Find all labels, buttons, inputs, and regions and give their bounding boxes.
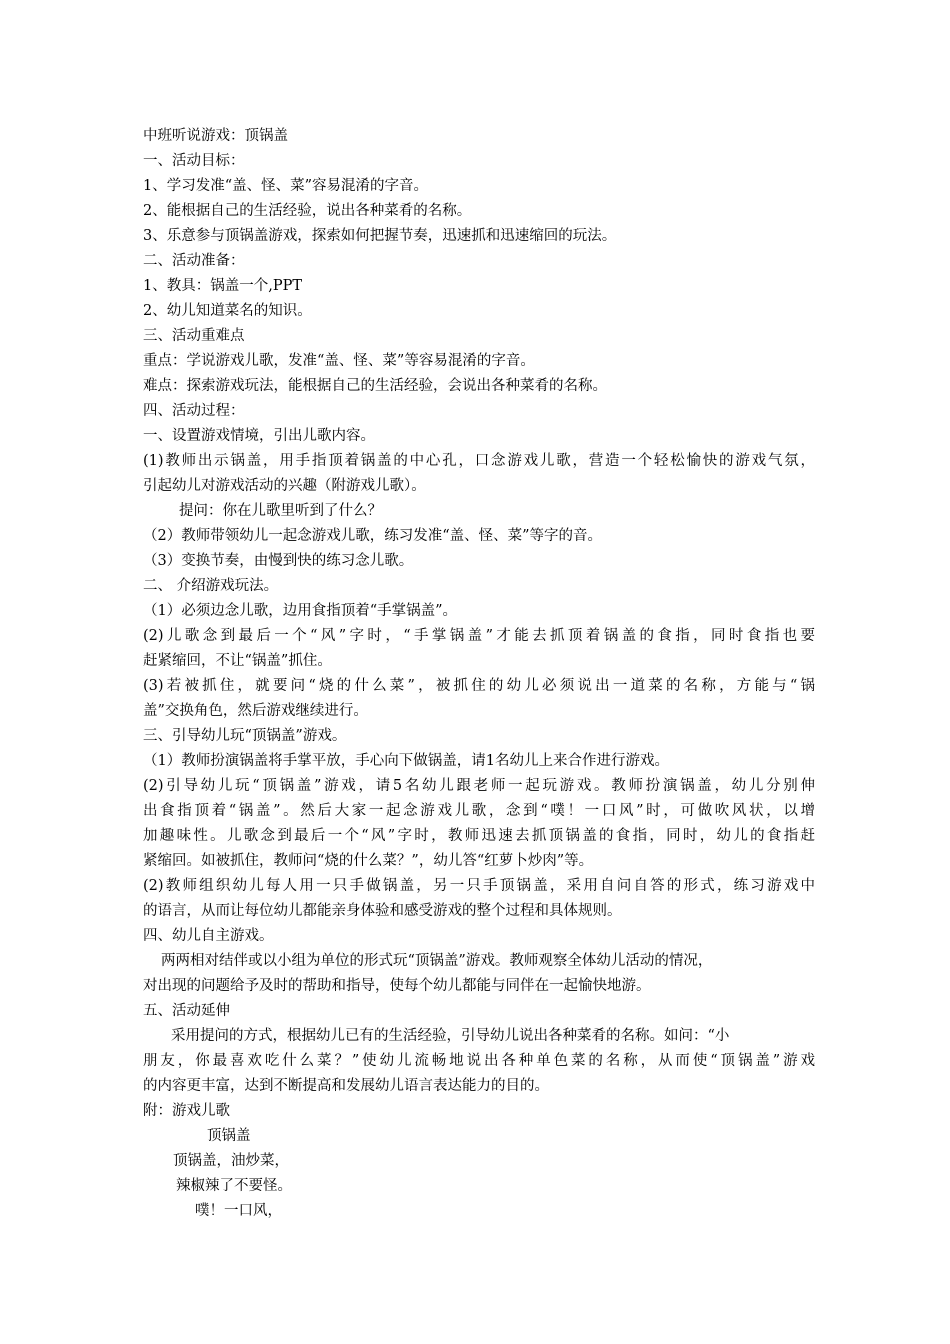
step-heading: 三、引导幼儿玩“顶锅盖”游戏。	[143, 728, 347, 744]
paragraph-line: 两两相对结伴或以小组为单位的形式玩“顶锅盖”游戏。教师观察全体幼儿活动的情况，	[161, 953, 713, 969]
paragraph-line: 的语言，从而让每位幼儿都能亲身体验和感受游戏的整个过程和具体规则。	[143, 903, 622, 919]
paragraph-line: 出食指顶着“锅盖”。然后大家一起念游戏儿歌，念到“噗！一口风”时，可做吹风状，以增	[143, 803, 815, 819]
paragraph-line: （1）必须边念儿歌，边用食指顶着“手掌锅盖”。	[143, 603, 458, 619]
goal-item: 3、乐意参与顶锅盖游戏，探索如何把握节奏，迅速抓和迅速缩回的玩法。	[143, 228, 617, 244]
paragraph-line: (1)教师出示锅盖，用手指顶着锅盖的中心孔，口念游戏儿歌，营造一个轻松愉快的游戏气氛，	[143, 453, 815, 469]
paragraph-line: （3）变换节奏，由慢到快的练习念儿歌。	[143, 553, 414, 569]
document-page	[143, 124, 815, 1224]
paragraph-line: 紧缩回。如被抓住，教师问“烧的什么菜？”，幼儿答“红萝卜炒肉”等。	[143, 853, 594, 869]
hard-point: 难点：探索游戏玩法，能根据自己的生活经验，会说出各种菜肴的名称。	[143, 378, 607, 394]
poem-line: 噗！一口风，	[195, 1203, 282, 1219]
paragraph-line: 对出现的问题给予及时的帮助和指导，使每个幼儿都能与同伴在一起愉快地游。	[143, 978, 651, 994]
paragraph-line: 赶紧缩回，不让“锅盖”抓住。	[143, 653, 332, 669]
question-line: 提问：你在儿歌里听到了什么？	[179, 503, 382, 519]
step-heading: 一、设置游戏情境，引出儿歌内容。	[143, 428, 375, 444]
paragraph-line: (2)儿歌念到最后一个“风”字时，“手掌锅盖”才能去抓顶着锅盖的食指，同时食指也要	[143, 628, 815, 644]
paragraph-line: 采用提问的方式，根据幼儿已有的生活经验，引导幼儿说出各种菜肴的名称。如问：“小	[171, 1028, 730, 1044]
section-heading-key-points: 三、活动重难点	[143, 328, 245, 344]
goal-item: 1、学习发准“盖、怪、菜”容易混淆的字音。	[143, 178, 429, 194]
document-title: 中班听说游戏：顶锅盖	[143, 128, 288, 144]
section-heading-goals: 一、活动目标：	[143, 153, 245, 169]
paragraph-line: 盖”交换角色，然后游戏继续进行。	[143, 703, 368, 719]
step-heading: 四、幼儿自主游戏。	[143, 928, 274, 944]
section-heading-extension: 五、活动延伸	[143, 1003, 230, 1019]
paragraph-line: 的内容更丰富，达到不断提高和发展幼儿语言表达能力的目的。	[143, 1078, 549, 1094]
paragraph-line: 引起幼儿对游戏活动的兴趣（附游戏儿歌）。	[143, 478, 426, 494]
appendix-heading: 附：游戏儿歌	[143, 1103, 230, 1119]
paragraph-line: (2)教师组织幼儿每人用一只手做锅盖，另一只手顶锅盖，采用自问自答的形式，练习游戏中	[143, 878, 815, 894]
prep-item: 2、幼儿知道菜名的知识。	[143, 303, 312, 319]
paragraph-line: （2）教师带领幼儿一起念游戏儿歌，练习发准“盖、怪、菜”等字的音。	[143, 528, 603, 544]
poem-line: 顶锅盖，油炒菜，	[173, 1153, 289, 1169]
paragraph-line: 加趣味性。儿歌念到最后一个“风”字时，教师迅速去抓顶锅盖的食指，同时，幼儿的食指赶	[143, 828, 815, 844]
section-heading-preparation: 二、活动准备：	[143, 253, 245, 269]
prep-item: 1、教具：锅盖一个,PPT	[143, 278, 303, 294]
poem-title: 顶锅盖	[207, 1128, 251, 1144]
step-heading: 二、 介绍游戏玩法。	[143, 578, 279, 594]
key-point: 重点：学说游戏儿歌，发准“盖、怪、菜”等容易混淆的字音。	[143, 353, 535, 369]
goal-item: 2、能根据自己的生活经验，说出各种菜肴的名称。	[143, 203, 472, 219]
paragraph-line: （1）教师扮演锅盖将手掌平放，手心向下做锅盖，请1名幼儿上来合作进行游戏。	[143, 753, 669, 769]
paragraph-line: (2)引导幼儿玩“顶锅盖”游戏，请5名幼儿跟老师一起玩游戏。教师扮演锅盖，幼儿分别伸	[143, 778, 815, 794]
paragraph-line: (3)若被抓住，就要问“烧的什么菜”，被抓住的幼儿必须说出一道菜的名称，方能与“锅	[143, 678, 815, 694]
section-heading-process: 四、活动过程：	[143, 403, 245, 419]
poem-line: 辣椒辣了不要怪。	[176, 1178, 292, 1194]
paragraph-line: 朋友，你最喜欢吃什么菜？”使幼儿流畅地说出各种单色菜的名称，从而使“顶锅盖”游戏	[143, 1053, 815, 1069]
